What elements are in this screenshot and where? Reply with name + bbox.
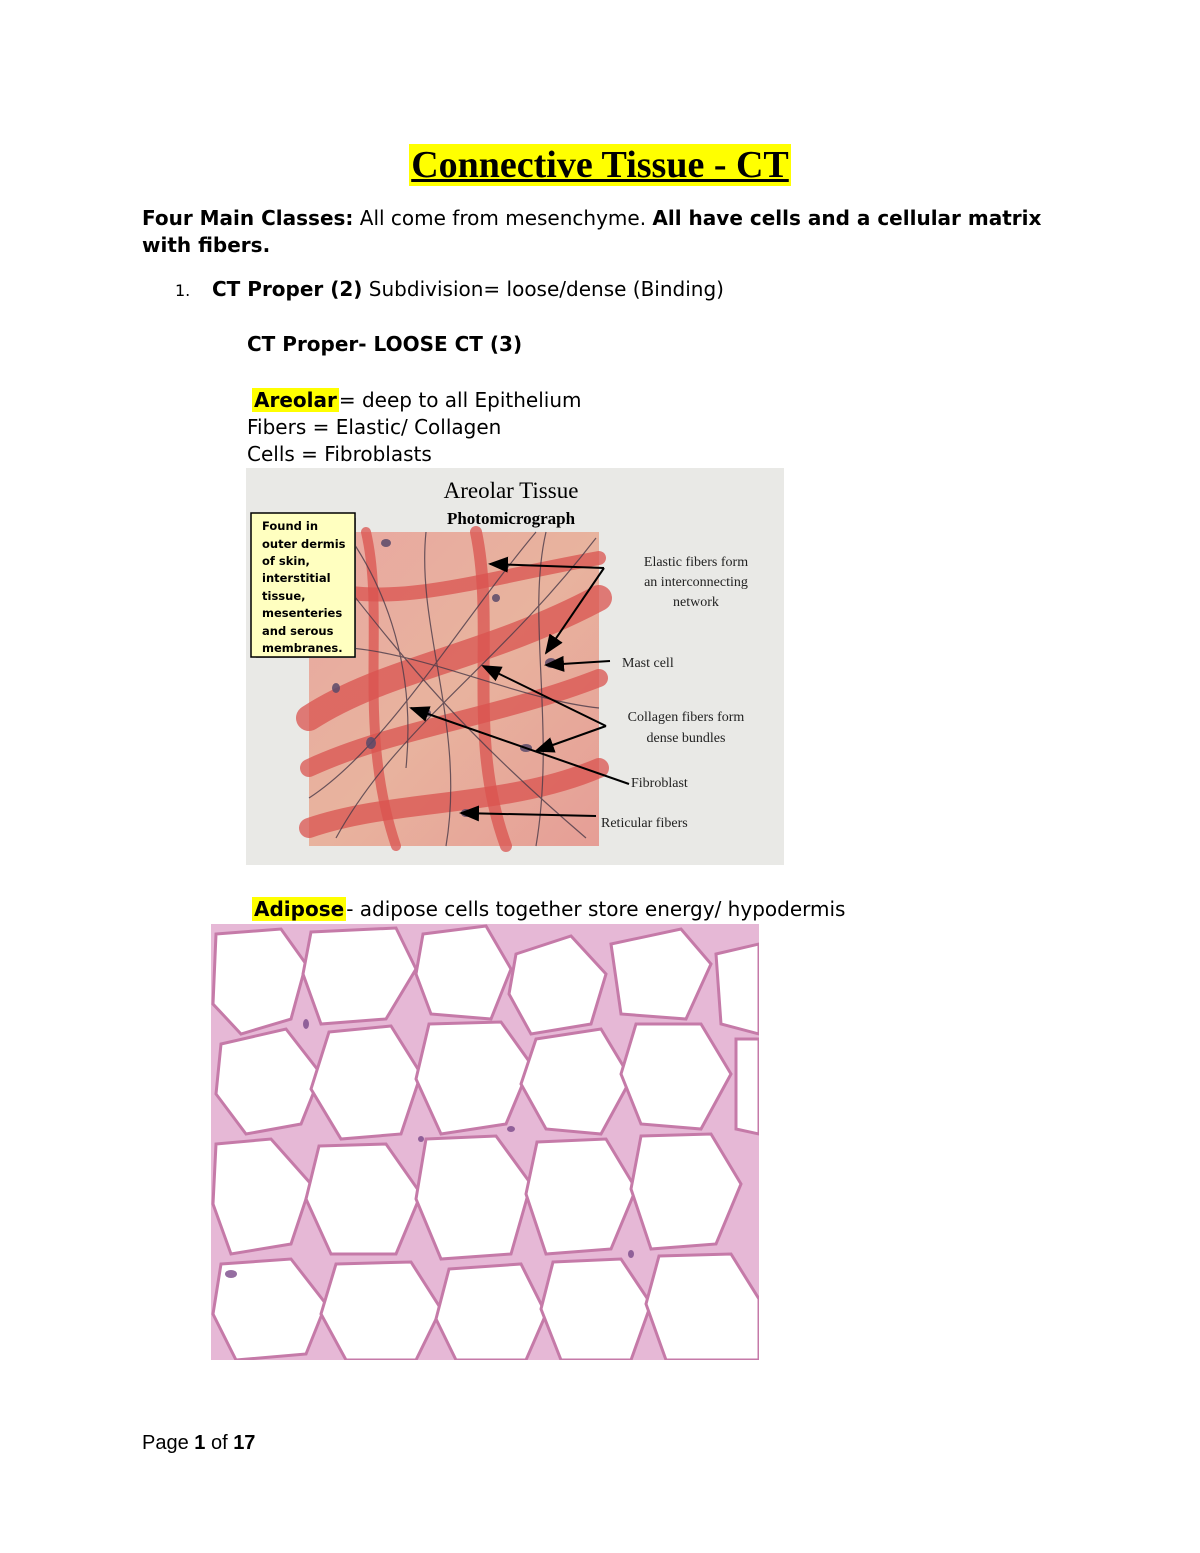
areolar-line bbox=[252, 387, 582, 414]
label-elastic-3: network bbox=[673, 595, 719, 610]
list-number: 1. bbox=[175, 281, 191, 300]
adipose-figure bbox=[211, 924, 759, 1360]
callout-line: mesenteries bbox=[262, 606, 343, 620]
callout-line: of skin, bbox=[262, 554, 310, 568]
areolar-figure bbox=[246, 468, 784, 865]
callout-line: interstitial bbox=[262, 571, 331, 585]
label-mast-cell: Mast cell bbox=[622, 656, 674, 671]
figure-title: Areolar Tissue bbox=[443, 478, 579, 503]
intro-label: Four Main Classes: bbox=[142, 206, 354, 230]
label-collagen-1: Collagen fibers form bbox=[627, 710, 745, 725]
adipose-micrograph bbox=[211, 924, 759, 1360]
intro-text: All come from mesenchyme. bbox=[353, 206, 653, 230]
areolar-term: Areolar bbox=[254, 388, 337, 412]
list-text: Subdivision= loose/dense (Binding) bbox=[362, 277, 724, 301]
callout-line: membranes. bbox=[262, 641, 343, 655]
label-elastic-2: an interconnecting bbox=[644, 575, 748, 590]
areolar-fibers: Fibers = Elastic/ Collagen bbox=[247, 415, 502, 439]
areolar-cells: Cells = Fibroblasts bbox=[247, 442, 432, 466]
intro-bold-text: All have cells and a cellular matrix with fibers. bbox=[142, 206, 1042, 257]
adipose-line bbox=[252, 896, 845, 923]
areolar-text: = deep to all Epithelium bbox=[338, 388, 582, 412]
list-heading: CT Proper (2) bbox=[212, 277, 363, 301]
figure-subtitle: Photomicrograph bbox=[446, 509, 576, 528]
label-fibroblast: Fibroblast bbox=[631, 776, 688, 791]
intro-paragraph bbox=[142, 205, 1062, 259]
callout-line: outer dermis bbox=[262, 537, 346, 551]
callout-line: and serous bbox=[262, 624, 334, 638]
label-collagen-2: dense bundles bbox=[646, 731, 726, 746]
label-reticular: Reticular fibers bbox=[601, 816, 688, 831]
page-number: Page 1 of 17 bbox=[142, 1432, 256, 1454]
label-elastic-1: Elastic fibers form bbox=[643, 555, 749, 570]
callout-line: Found in bbox=[262, 519, 319, 533]
areolar-photomicrograph bbox=[246, 468, 784, 865]
subheading: CT Proper- LOOSE CT (3) bbox=[247, 332, 523, 356]
adipose-text: - adipose cells together store energy/ hypodermis bbox=[346, 897, 846, 921]
page-title: Connective Tissue - CT bbox=[411, 144, 789, 186]
list-item bbox=[175, 276, 724, 304]
adipose-term: Adipose bbox=[254, 897, 345, 921]
callout-line: tissue, bbox=[262, 589, 306, 603]
